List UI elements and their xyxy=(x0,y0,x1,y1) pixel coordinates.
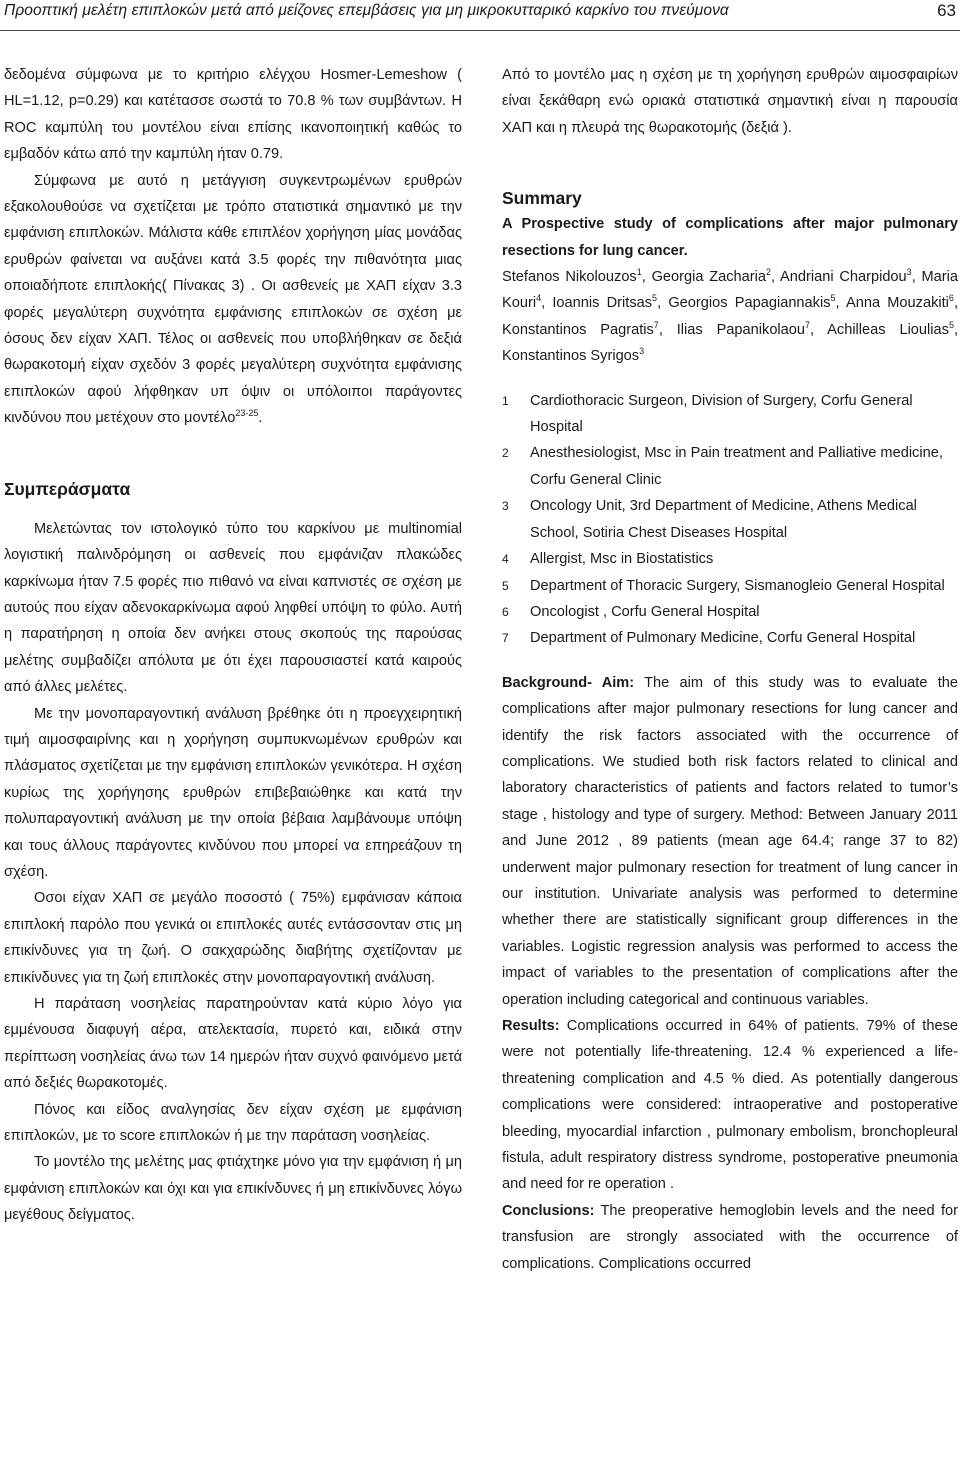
author-name: Ilias Papanikolaou xyxy=(676,321,806,338)
conclusion-copd: Οσοι είχαν ΧΑΠ σε μεγάλο ποσοστό ( 75%) εμφάνισαν κάποια επιπλοκή παρόλο που γενικά οι επιπλοκές αυτές εντάσσονταν στις μη επικίνδυνες για τη ζωή. Ο σακχαρώδης διαβήτης σχετίζονταν με επικίνδυνες για τη ζωή επιπλοκές στην μονοπαραγοντική ανάλυση. xyxy=(4,890,462,986)
author-name: Konstantinos Pagratis xyxy=(502,321,654,338)
author-separator: , xyxy=(657,295,669,312)
author-affiliation-sup: 7 xyxy=(653,319,659,330)
author-affiliation-sup: 4 xyxy=(536,293,542,304)
author-affiliation-sup: 5 xyxy=(948,319,954,330)
author-separator: , xyxy=(835,295,846,312)
abstract-conclusions xyxy=(502,1198,958,1277)
paragraph-transfusion-end: . xyxy=(258,410,263,427)
author-separator: , xyxy=(641,269,652,286)
abstract-background xyxy=(502,670,958,1013)
affiliation-list xyxy=(502,388,958,652)
affiliation-item xyxy=(502,546,958,572)
author-affiliation-sup: 1 xyxy=(636,267,642,278)
conclusion-histology: Μελετώντας τον ιστολογικό τύπο του καρκίνου με multinomial λογιστική παλινδρόμηση οι ασθενείς που εμφάνιζαν πλακώδες καρκίνωμα ήταν 7.5 φορές πιο πιθανό να είναι καπνιστές σε σχέση με αυτούς που είχαν αδενοκαρκίνωμα αφού ληφθεί υπόψη το φύλο. Αυτή η παρατήρηση η οποία δεν ανήκει στους σκοπούς της παρούσας μελέτης συμβαδίζει απόλυτα με ότι έχει παρουσιαστεί κατά καιρούς από άλλες μελέτες. xyxy=(4,520,462,696)
affiliation-text: Oncologist , Corfu General Hospital xyxy=(530,603,760,620)
summary-title: A Prospective study of complications after major pulmonary resections for lung cancer. xyxy=(502,216,958,259)
affiliation-text: Department of Thoracic Surgery, Sismanogleio General Hospital xyxy=(530,577,945,594)
affiliation-text: Cardiothoracic Surgeon, Division of Surgery, Corfu General Hospital xyxy=(530,392,913,436)
section-heading-conclusions: Συμπεράσματα xyxy=(4,478,131,499)
conclusion-model: Το μοντέλο της μελέτης μας φτιάχτηκε μόνο για την εμφάνιση ή μη εμφάνιση επιπλοκών και όχι και για επικίνδυνες ή μη επικίνδυνες λόγω μεγέθους δείγματος. xyxy=(4,1154,462,1224)
conclusions-text: The preoperative hemoglobin levels and the need for transfusion are strongly associated with the occurrence of complications. Complications occurred xyxy=(502,1202,958,1272)
author-separator: , xyxy=(771,269,781,286)
affiliation-text: Oncology Unit, 3rd Department of Medicine, Athens Medical School, Sotiria Chest Diseases Hospital xyxy=(530,498,917,541)
author-name: Andriani Charpidou xyxy=(780,269,907,286)
affiliation-item xyxy=(502,573,958,599)
right-column xyxy=(502,62,958,1277)
author-affiliation-sup: 5 xyxy=(830,293,836,304)
author-affiliation-sup: 7 xyxy=(805,319,811,330)
author-separator: , xyxy=(810,321,828,338)
author-affiliation-sup: 6 xyxy=(948,293,954,304)
abstract-results xyxy=(502,1013,958,1198)
results-label: Results: xyxy=(502,1018,560,1034)
author-separator: , xyxy=(953,295,958,312)
author-name: Maria Kouri xyxy=(502,269,958,312)
author-separator: , xyxy=(658,321,677,338)
background-text: The aim of this study was to evaluate the complications after major pulmonary resections for lung cancer and identify the risk factors associated with the occurrence of complications. We studied both risk factors related to clinical and laboratory characteristics of patients and factors related to tumor’s stage , histology and type of surgery. Method: Between January 2011 and June 2012 , 89 patients (mean age 64.4; range 37 to 82) underwent major pulmonary resection for treatment of lung cancer in our institution. Univariate analysis was performed to determine whether there are statistically significant group differences in the variables. Logistic regression analysis was performed to access the impact of variables to the presentation of complications after the operation including categorical and continuous variables. xyxy=(502,674,958,1008)
paragraph-transfusion xyxy=(4,168,462,432)
affiliation-number: 4 xyxy=(502,552,509,567)
summary-heading: Summary xyxy=(502,188,582,209)
author-affiliation-sup: 3 xyxy=(906,267,912,278)
author-name: Konstantinos Syrigos xyxy=(502,348,640,365)
affiliation-number: 5 xyxy=(502,578,509,593)
affiliation-item xyxy=(502,625,958,651)
author-name: Stefanos Nikolouzos xyxy=(502,269,637,286)
conclusion-univariate: Με την μονοπαραγοντική ανάλυση βρέθηκε ότι η προεγχειρητική τιμή αιμοσφαιρίνης και η χορήγηση συμπυκνωμένων ερυθρών και πλάσματος σχετίζεται με την εμφάνιση επιπλοκών γενικότερα. Η σχέση κυρίως της χορήγησης ερυθρών επιβεβαιώθηκε και κατά την πολυπαραγοντική ανάλυση με την οποία βέβαια λαμβάνουμε υπόψη και τους άλλους παράγοντες κινδύνου που μπορεί να επηρεάζουν τη σχέση. xyxy=(4,705,462,880)
running-title: Προοπτική μελέτη επιπλοκών μετά από μείζονες επεμβάσεις για μη μικροκυτταρικό καρκίνο του πνεύμονα xyxy=(4,2,729,19)
author-affiliation-sup: 3 xyxy=(639,346,645,357)
affiliation-text: Anesthesiologist, Msc in Pain treatment and Palliative medicine, Corfu General Clinic xyxy=(530,445,943,488)
author-list xyxy=(502,264,958,370)
left-column xyxy=(4,62,462,1229)
author-name: Georgia Zacharia xyxy=(651,269,767,286)
background-label: Background- Aim: xyxy=(502,674,635,691)
affiliation-number: 6 xyxy=(502,604,509,619)
author-separator: , xyxy=(911,269,922,286)
author-separator: , xyxy=(953,321,959,338)
author-name: Ioannis Dritsas xyxy=(552,295,653,312)
results-text: Complications occurred in 64% of patients. 79% of these were not potentially life-threatening. 12.4 % experienced a life-threatening complication and 4.5 % died. As potentially dangerous complications were considered: intraoperative and postoperative bleeding, myocardial infarction , pulmonary embolism, bronchopleural fistula, adult respiratory distress syndrome, postoperative pneumonia and need for re operation . xyxy=(502,1018,958,1193)
author-separator: , xyxy=(541,295,553,312)
affiliation-number: 7 xyxy=(502,631,509,646)
author-name: Achilleas Lioulias xyxy=(827,321,949,338)
affiliation-text: Department of Pulmonary Medicine, Corfu General Hospital xyxy=(530,630,916,647)
conclusion-hospital-stay: Η παράταση νοσηλείας παρατηρούνταν κατά κύριο λόγο για εμμένουσα διαφυγή αέρα, ατελεκτασία, πυρετό και, ειδικά στην περίπτωση νοσηλείας άνω των 14 ημερών ήταν συχνό φαινόμενο μετά από δεξιές θωρακοτομές. xyxy=(4,996,462,1092)
affiliation-item xyxy=(502,493,958,546)
affiliation-number: 3 xyxy=(502,499,509,514)
conclusion-pain: Πόνος και είδος αναλγησίας δεν είχαν σχέση με εμφάνιση επιπλοκών, με το score επιπλοκών ή με την παράταση νοσηλείας. xyxy=(4,1101,462,1145)
paragraph-transfusion-text: Σύμφωνα με αυτό η μετάγγιση συγκεντρωμένων ερυθρών εξακολουθούσε να σχετίζεται με τρόπο στατιστικά σημαντικό με την εμφάνιση επιπλοκών. Μάλιστα κάθε επιπλέον χορήγηση μίας μονάδας ερυθρών φαίνεται να αυξάνει κατά 3.5 φορές την πιθανότητα μιας οποιαδήποτε επιπλοκής( Πίνακας 3) . Οι ασθενείς με ΧΑΠ είχαν 3.3 φορές μεγαλύτερη συχνότητα εμφάνισης επιπλοκών σε σχέση με όσους δεν είχαν ΧΑΠ. Τέλος οι ασθενείς που υποβλήθηκαν σε δεξιά θωρακοτομή είχαν σχεδόν 3 φορές μεγαλύτερη συχνότητα εμφάνισης επιπλοκών αφού λήφθηκαν υπ όψιν οι υπόλοιποι παράγοντες κινδύνου που μετέχουν στο μοντέλο xyxy=(4,172,462,427)
paragraph-model-fit: δεδομένα σύμφωνα με το κριτήριο ελέγχου Hosmer-Lemeshow ( HL=1.12, p=0.29) και κατέτασσε σωστά το 70.8 % των συμβάντων. Η ROC καμπύλη του μοντέλου είναι επίσης ικανοποιητική καθώς το εμβαδόν κάτω από την καμπύλη ήταν 0.79. xyxy=(4,67,462,163)
running-header xyxy=(0,0,960,31)
affiliation-number: 1 xyxy=(502,393,509,408)
conclusions-label: Conclusions: xyxy=(502,1202,595,1219)
author-affiliation-sup: 5 xyxy=(652,293,658,304)
affiliation-item xyxy=(502,388,958,441)
author-name: Georgios Papagiannakis xyxy=(668,295,831,312)
paragraph-model-summary: Από το μοντέλο μας η σχέση με τη χορήγηση ερυθρών αιμοσφαιρίων είναι ξεκάθαρη ενώ οριακά στατιστικά σημαντική είναι η παρουσία ΧΑΠ και η πλευρά της θωρακοτομής (δεξιά ). xyxy=(502,67,958,136)
affiliation-item xyxy=(502,599,958,625)
affiliation-text: Allergist, Msc in Biostatistics xyxy=(530,551,714,568)
author-affiliation-sup: 2 xyxy=(766,267,772,278)
affiliation-number: 2 xyxy=(502,446,509,461)
affiliation-item xyxy=(502,440,958,493)
author-name: Anna Mouzakiti xyxy=(845,295,949,312)
citation-ref: 23-25 xyxy=(235,408,259,419)
page-number: 63 xyxy=(937,1,956,20)
